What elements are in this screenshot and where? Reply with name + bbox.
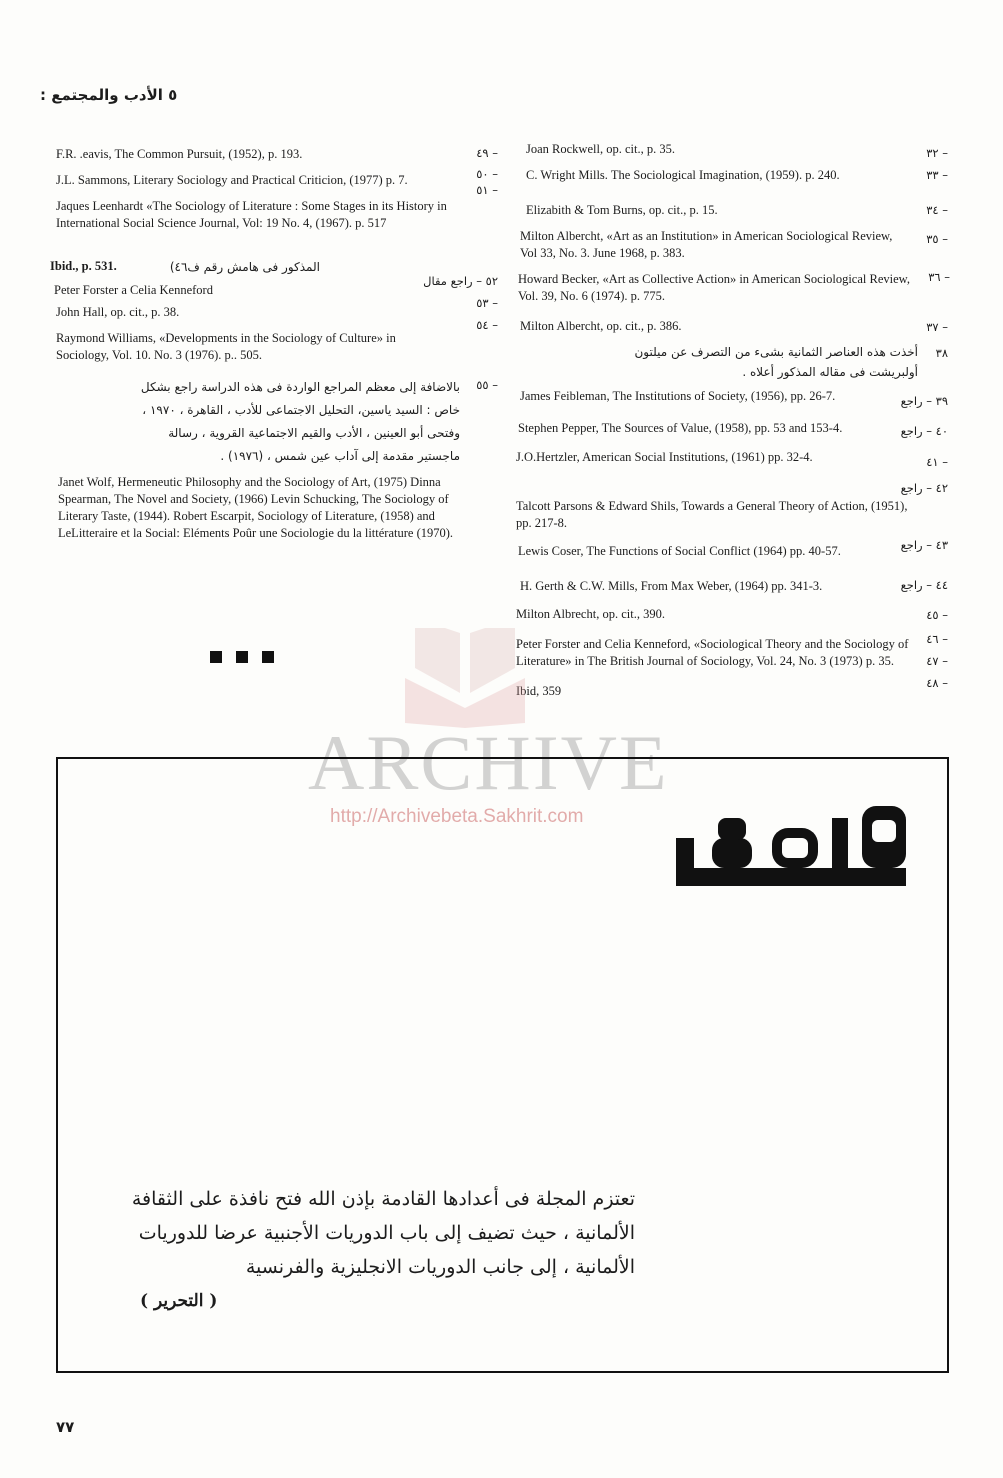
- right-ref-37-num: ٣٧ –: [926, 320, 948, 334]
- left-ref-52: Peter Forster a Celia Kenneford: [54, 283, 213, 297]
- right-ref-32-num: ٣٢ –: [926, 146, 948, 160]
- left-ref-51: Jaques Leenhardt «The Sociology of Literature : Some Stages in its History in International Social Science Journal, Vol: 19 No. 4, (1967). p. 517: [56, 199, 447, 230]
- right-ref-48: Ibid, 359: [516, 684, 562, 698]
- note-55-text: بالاضافة إلى معظم المراجع الواردة فى هذه الدراسة راجع بشكل خاص : السيد ياسين، التحليل الاجتماعى للأدب ، القاهرة ، ١٩٧٠ ، وفتحى أبو العينين ، الأدب والقيم الاجتماعية القروية ، رسالة ماجستير مقدمة إلى آداب عين شمس ، (١٩٧٦) .: [140, 380, 460, 463]
- right-ref-47-num: ٤٧ –: [926, 654, 948, 668]
- left-tail-references: Janet Wolf, Hermeneutic Philosophy and the Sociology of Art, (1975) Dinna Spearman, The Novel and Society, (1966) Levin Schucking, The Sociology of Literary Taste, (1944). Robert Escarpit, Sociology of Literature, (1958) and LeLitteraire et la Social: Eléments Poûr une Sociologie du la littérature (1970).: [58, 475, 454, 540]
- section-end-marks: [210, 650, 288, 668]
- right-ref-40: Stephen Pepper, The Sources of Value, (1958), pp. 53 and 153-4.: [518, 421, 843, 435]
- right-ref-45-num: ٤٥ –: [926, 608, 948, 622]
- right-ref-33: C. Wright Mills. The Sociological Imagination, (1959). p. 240.: [526, 168, 840, 182]
- left-ref-50-num: ٥٠ –: [476, 167, 498, 181]
- left-ref-50: J.L. Sammons, Literary Sociology and Practical Criticion, (1977) p. 7.: [56, 173, 408, 187]
- right-ref-40-num: ٤٠ – راجع: [900, 424, 948, 438]
- right-ref-39-num: ٣٩ – راجع: [900, 394, 948, 408]
- left-ref-54-num: ٥٤ –: [476, 318, 498, 332]
- running-header: ٥ الأدب والمجتمع :: [40, 86, 178, 104]
- announcement-body: تعتزم المجلة فى أعدادها القادمة بإذن الله فتح نافذة على الثقافة الألمانية ، حيث تضيف إلى باب الدوريات الأجنبية عرضا للدوريات الألمانية ، إلى جانب الدوريات الانجليزية والفرنسية: [131, 1188, 635, 1278]
- left-ref-ibid-arabic: المذكور فى هامش رقم ف٤٦): [169, 260, 320, 274]
- right-ref-43-num: ٤٣ – راجع: [900, 538, 948, 552]
- left-ref-54: Raymond Williams, «Developments in the Sociology of Culture» in Sociology, Vol. 10. No. 3 (1976). p.. 505.: [56, 331, 396, 362]
- square-mark: [236, 651, 248, 663]
- right-ref-44-num: ٤٤ – راجع: [900, 578, 948, 592]
- right-ref-35: Milton Albercht, «Art as an Institution» in American Sociological Review, Vol 33, No. 3. June 1968, p. 383.: [520, 229, 893, 260]
- right-ref-43: Lewis Coser, The Functions of Social Conflict (1964) pp. 40-57.: [518, 544, 841, 558]
- right-ref-36: Howard Becker, «Art as Collective Action» in American Sociological Review, Vol. 39, No. 6 (1974). p. 775.: [518, 272, 910, 303]
- left-ref-52-num: ٥٢ – راجع مقال: [423, 274, 498, 288]
- left-ref-53: John Hall, op. cit., p. 38.: [56, 305, 180, 319]
- right-ref-37: Milton Albercht, op. cit., p. 386.: [520, 319, 682, 333]
- right-ref-38-arabic: أخذت هذه العناصر الثمانية بشىء من التصرف عن ميلتون أولبريشت فى مقاله المذكور أعلاه .: [634, 345, 918, 379]
- left-ref-49-num: ٤٩ –: [476, 146, 498, 160]
- right-ref-39: James Feibleman, The Institutions of Society, (1956), pp. 26-7.: [520, 389, 836, 403]
- right-ref-42-num: ٤٢ – راجع: [900, 481, 948, 495]
- right-ref-32: Joan Rockwell, op. cit., p. 35.: [526, 142, 675, 156]
- fusul-logo: [672, 798, 912, 908]
- left-ref-49: F.R. .eavis, The Common Pursuit, (1952), p. 193.: [56, 147, 303, 161]
- right-ref-33-num: ٣٣ –: [926, 168, 948, 182]
- watermark-word: ARCHIVE: [308, 719, 669, 806]
- right-ref-38-num: ٣٨: [935, 346, 948, 360]
- editorial-signature: ( التحرير ): [140, 1291, 218, 1311]
- right-ref-45: Milton Albrecht, op. cit., 390.: [516, 607, 665, 621]
- right-ref-36-num: ٣٦ –: [928, 270, 950, 284]
- right-ref-46-num: ٤٦ –: [926, 632, 948, 646]
- right-ref-35-num: ٣٥ –: [926, 232, 948, 246]
- square-mark: [210, 651, 222, 663]
- right-ref-44: H. Gerth & C.W. Mills, From Max Weber, (1964) pp. 341-3.: [520, 579, 823, 593]
- square-mark: [262, 651, 274, 663]
- right-ref-41-num: ٤١ –: [926, 455, 948, 469]
- left-ref-53-num: ٥٣ –: [476, 296, 498, 310]
- watermark-url: http://Archivebeta.Sakhrit.com: [330, 806, 584, 827]
- right-ref-46: Peter Forster and Celia Kenneford, «Sociological Theory and the Sociology of Literature» in The British Journal of Sociology, Vol. 24, No. 3 (1973) p. 35.: [516, 637, 909, 668]
- page-number: ٧٧: [56, 1418, 75, 1436]
- note-55-num: ٥٥ –: [476, 378, 498, 392]
- left-ref-ibid: Ibid., p. 531.: [50, 259, 117, 273]
- right-ref-34-num: ٣٤ –: [926, 203, 948, 217]
- right-ref-42: Talcott Parsons & Edward Shils, Towards a General Theory of Action, (1951), pp. 217-8.: [516, 499, 908, 530]
- right-ref-41: J.O.Hertzler, American Social Institutions, (1961) pp. 32-4.: [516, 450, 813, 464]
- left-ref-51-num: ٥١ –: [476, 183, 498, 197]
- right-ref-34: Elizabith & Tom Burns, op. cit., p. 15.: [526, 203, 718, 217]
- book-logo-icon: [400, 628, 530, 728]
- announcement-text: [90, 1182, 635, 1318]
- right-ref-48-num: ٤٨ –: [926, 676, 948, 690]
